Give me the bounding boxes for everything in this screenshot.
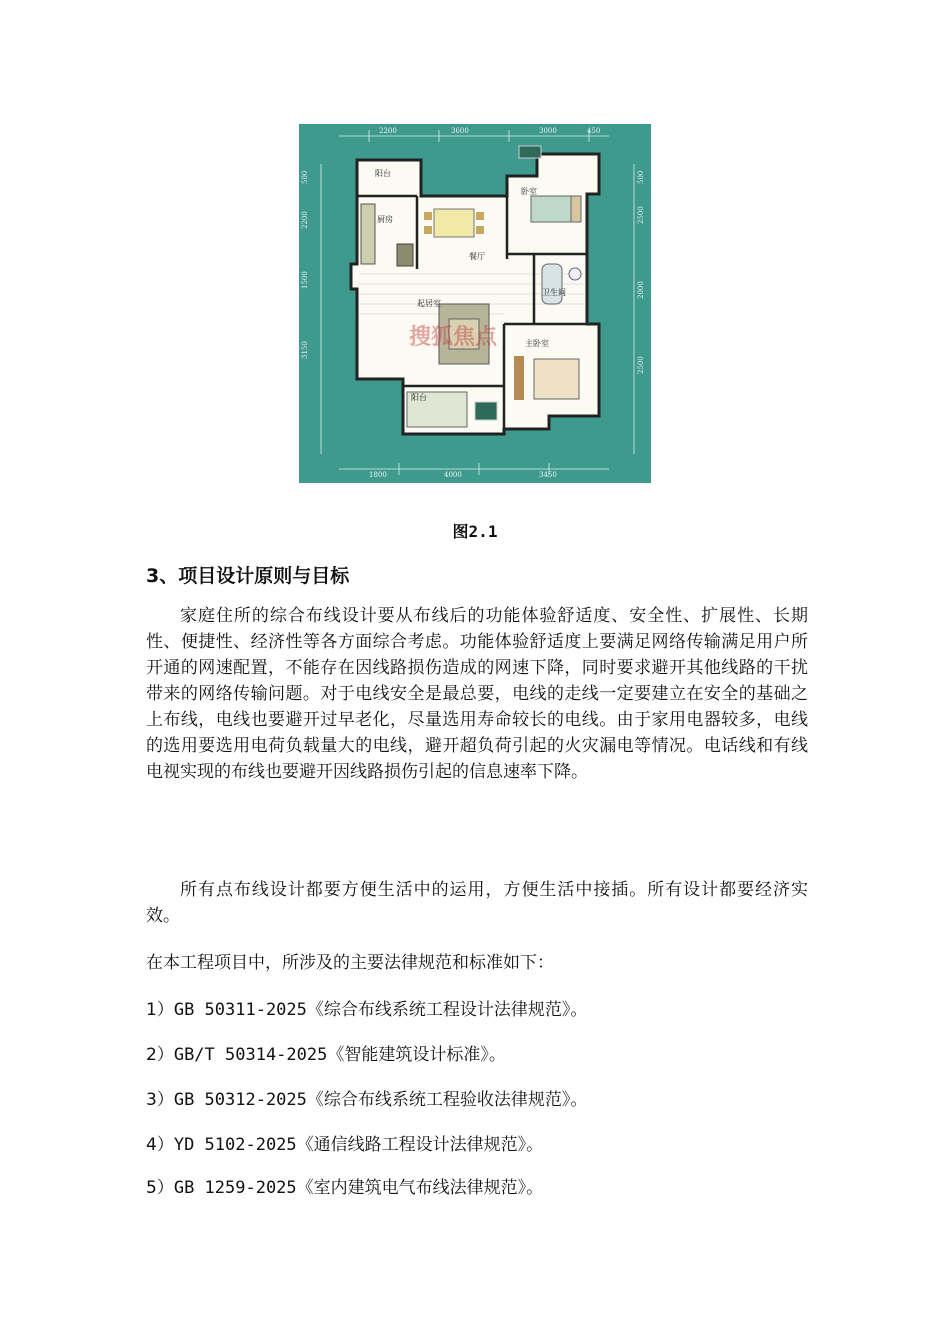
standard-code: GB 50312-2025 — [173, 1090, 307, 1110]
figure-caption: 图2.1 — [452, 522, 498, 541]
dim-top-1: 2200 — [379, 127, 397, 135]
dim-top-4: 450 — [587, 127, 601, 135]
standard-item — [146, 1040, 506, 1065]
dim-top-2: 3600 — [451, 127, 469, 135]
dim-left-3: 1500 — [301, 271, 309, 289]
standard-title: 《室内建筑电气布线法律规范》。 — [296, 1178, 544, 1198]
standard-title: 《智能建筑设计标准》。 — [327, 1045, 506, 1065]
watermark: 搜狐焦点 — [409, 325, 498, 350]
standard-number: 3） — [146, 1090, 174, 1110]
standard-number: 4） — [146, 1135, 174, 1155]
dim-left-1: 500 — [301, 170, 309, 184]
standard-title: 《综合布线系统工程设计法律规范》。 — [306, 1000, 588, 1020]
standard-code: GB 50311-2025 — [173, 1000, 307, 1020]
standard-number: 2） — [146, 1045, 174, 1065]
room-label-dining: 餐厅 — [469, 252, 485, 261]
dim-right-3: 2000 — [637, 281, 645, 299]
room-label-balcony-bottom: 阳台 — [411, 393, 427, 402]
floor-plan-image — [299, 124, 651, 483]
dim-top-3: 3000 — [539, 127, 557, 135]
room-label-balcony-top: 阳台 — [375, 169, 391, 178]
dim-bottom-2: 4000 — [444, 471, 462, 479]
standard-number: 5） — [146, 1178, 174, 1198]
standards-intro: 在本工程项目中，所涉及的主要法律规范和标准如下： — [146, 953, 554, 973]
standard-item — [146, 1085, 587, 1110]
dim-bottom-1: 1800 — [369, 471, 387, 479]
dim-right-4: 2500 — [637, 356, 645, 374]
dim-right-2: 2500 — [637, 206, 645, 224]
room-label-bathroom: 卫生间 — [542, 288, 566, 297]
standard-number: 1） — [146, 1000, 174, 1020]
standard-item — [146, 1173, 543, 1198]
room-label-kitchen: 厨房 — [377, 215, 393, 224]
standard-item — [146, 995, 587, 1020]
standard-code: GB/T 50314-2025 — [173, 1045, 328, 1065]
dim-right-1: 500 — [637, 170, 645, 184]
paragraph-1: 家庭住所的综合布线设计要从布线后的功能体验舒适度、安全性、扩展性、长期性、便捷性、经济性等各方面综合考虑。功能体验舒适度上要满足网络传输满足用户所开通的网速配置，不能存在因线路损伤造成的网速下降，同时要求避开其他线路的干扰带来的网络传输问题。对于电线安全是最总要，电线的走线一定要建立在安全的基础之上布线，电线也要避开过早老化，尽量选用寿命较长的电线。由于家用电器较多，电线的选用要选用电荷负载量大的电线，避开超负荷引起的火灾漏电等情况。电话线和有线电视实现的布线也要避开因线路损伤引起的信息速率下降。 — [146, 606, 808, 782]
section-heading: 3、项目设计原则与目标 — [146, 565, 350, 587]
room-label-bedroom: 卧室 — [521, 187, 537, 196]
standard-title: 《综合布线系统工程验收法律规范》。 — [306, 1090, 588, 1110]
dim-left-4: 3150 — [301, 341, 309, 359]
standard-title: 《通信线路工程设计法律规范》。 — [296, 1135, 544, 1155]
standard-item — [146, 1130, 543, 1155]
room-label-master-bedroom: 主卧室 — [525, 339, 549, 348]
standard-code: GB 1259-2025 — [173, 1178, 297, 1198]
dim-bottom-3: 3450 — [539, 471, 557, 479]
dim-left-2: 2200 — [301, 211, 309, 229]
room-label-living: 起居室 — [417, 299, 441, 308]
standard-code: YD 5102-2025 — [173, 1135, 297, 1155]
paragraph-2: 所有点布线设计都要方便生活中的运用，方便生活中接插。所有设计都要经济实效。 — [146, 880, 808, 926]
